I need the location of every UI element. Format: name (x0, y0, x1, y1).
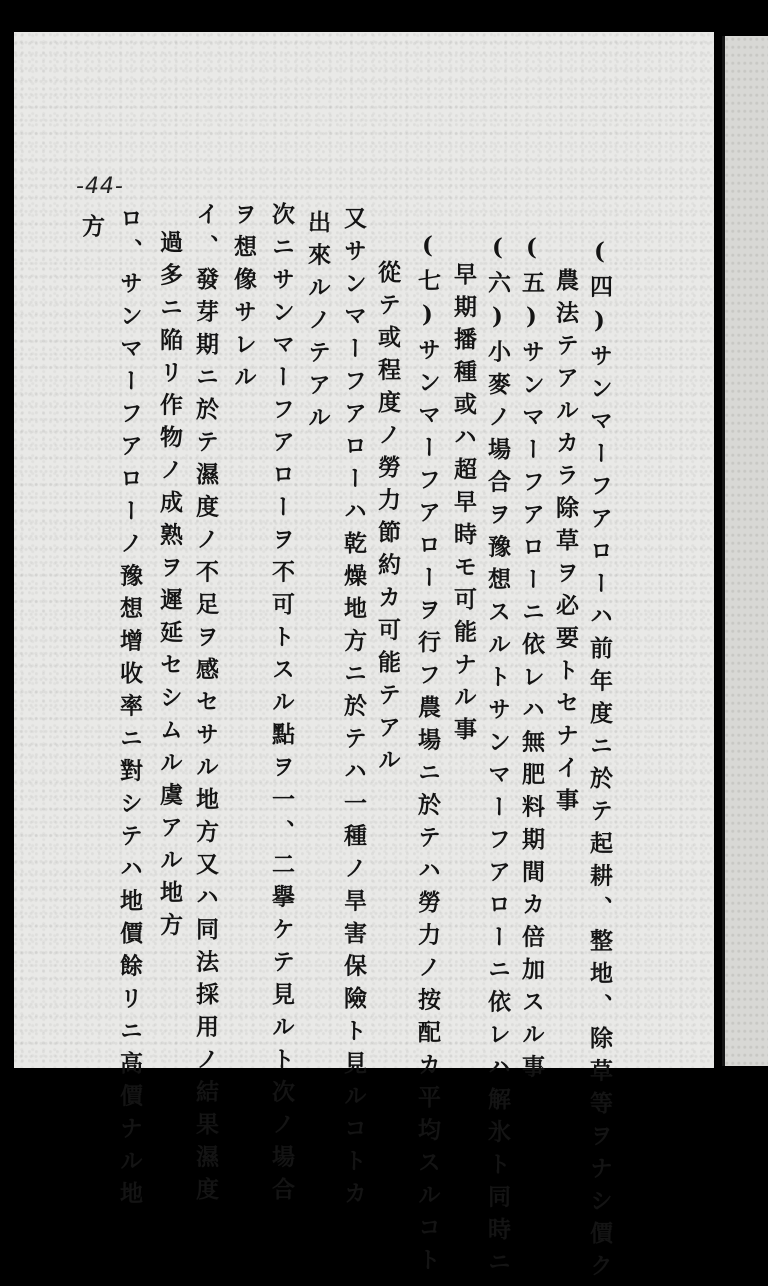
text-column: 早期播種或ハ超早時モ可能ナル事 (450, 262, 477, 750)
text-column: (五)サンマーフアローニ依レハ無肥料期間カ倍加スル事 (518, 234, 545, 1087)
text-column: 次ニサンマーフアローヲ不可トスル點ヲ一、二擧ケテ見ルト次ノ場合 (268, 202, 295, 1210)
text-column: ヲ想像サレル (230, 202, 257, 397)
text-column: ロ、サンマーフアローノ豫想增收率ニ對シテハ地價餘リニ高價ナル地 (116, 206, 143, 1214)
text-column: イ、發芽期ニ於テ濕度ノ不足ヲ感セサル地方又ハ同法採用ノ結果濕度 (192, 202, 219, 1210)
facing-page-edge (722, 36, 768, 1066)
text-column: 農法テアルカラ除草ヲ必要トセナイ事 (552, 268, 579, 821)
page-number: -44- (76, 174, 124, 199)
text-column: 方 (78, 214, 105, 247)
text-column: (六)小麥ノ場合ヲ豫想スルトサンマーフアローニ依レハ解氷ト同時ニ (484, 234, 511, 1282)
text-column: 出來ルノテアル (304, 210, 331, 438)
text-column: 過多ニ陥リ作物ノ成熟ヲ遲延セシムル虞アル地方 (156, 230, 183, 945)
text-column: 從テ或程度ノ勞力節約カ可能テアル (374, 260, 401, 780)
text-column: 又サンマーフアローハ乾燥地方ニ於テハ一種ノ旱害保險ト見ルコトカ (340, 206, 367, 1214)
text-column: (七)サンマーフアローヲ行フ農場ニ於テハ勞力ノ按配カ平均スルコト (414, 232, 441, 1280)
text-column: (四)サンマーフアローハ前年度ニ於テ起耕、整地、除草等ヲナシ價ク (586, 238, 613, 1286)
